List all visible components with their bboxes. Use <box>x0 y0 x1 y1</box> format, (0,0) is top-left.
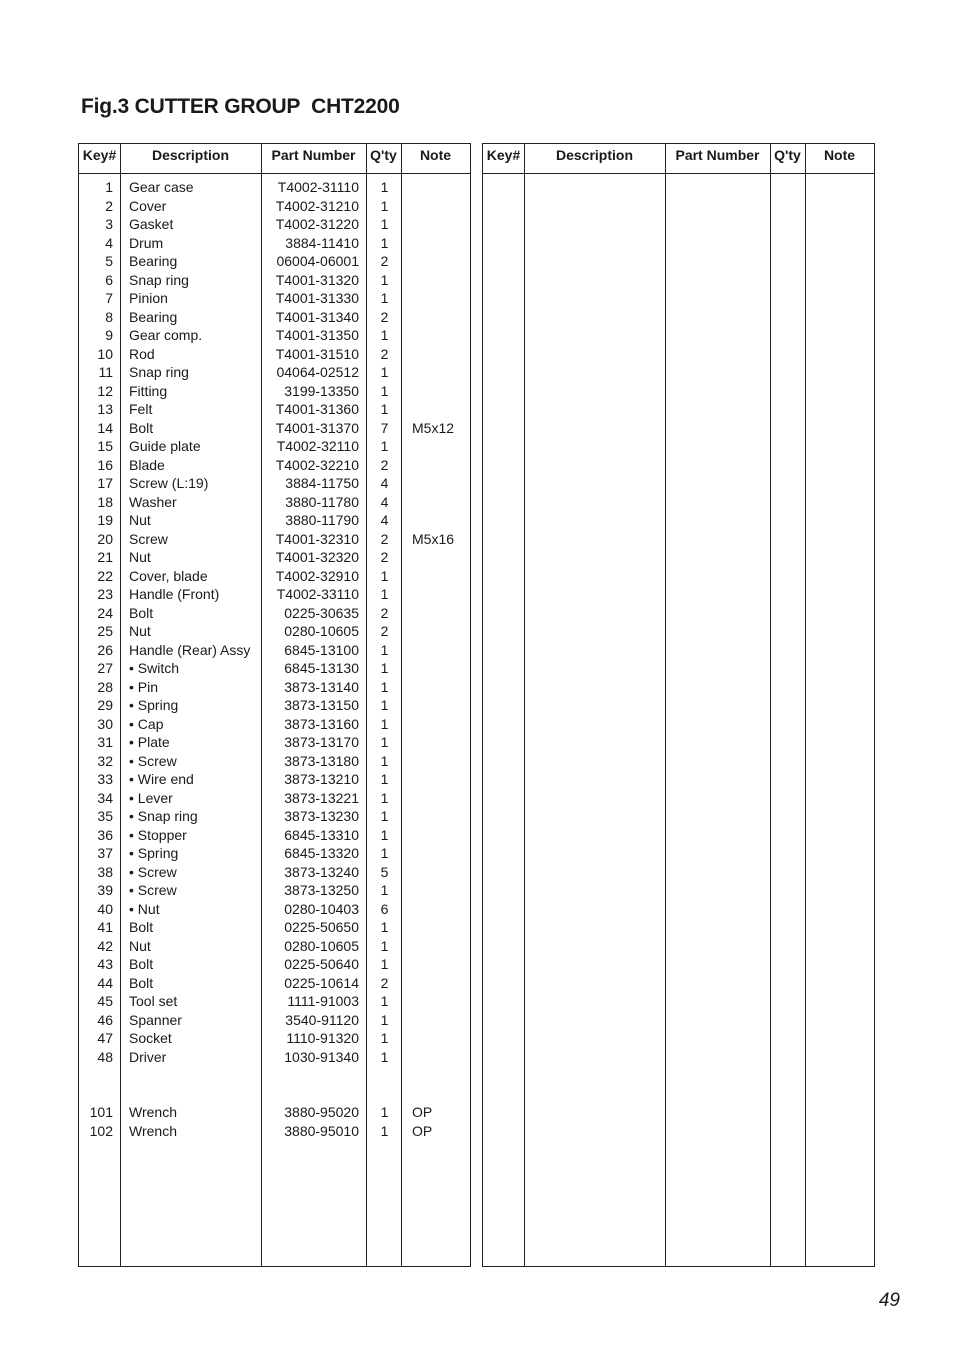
qty-cell: 1 <box>380 1048 389 1065</box>
header-divider <box>483 173 874 174</box>
part-number-cell: 3880-95020 <box>284 1104 359 1120</box>
description-cell: • Screw <box>129 882 177 898</box>
key-cell: 38 <box>97 863 113 880</box>
part-number-cell: 3199-13350 <box>284 382 359 399</box>
key-cell: 26 <box>97 641 113 658</box>
table-row <box>79 844 470 863</box>
description-cell: Bearing <box>129 308 178 325</box>
key-cell: 16 <box>97 456 113 473</box>
qty-cell: 2 <box>380 974 389 991</box>
part-number-cell: 3880-95010 <box>284 1122 359 1139</box>
table-row <box>79 548 470 567</box>
key-cell: 1 <box>105 179 113 195</box>
description-cell: Nut <box>129 937 151 954</box>
qty-cell: 1 <box>380 715 389 732</box>
header-note: Note <box>419 147 452 163</box>
key-cell: 6 <box>105 271 113 288</box>
part-number-cell: 6845-13310 <box>284 826 359 843</box>
description-cell: • Lever <box>129 789 173 806</box>
part-number-cell: 0280-10605 <box>284 623 359 639</box>
part-number-cell: 1030-91340 <box>284 1048 359 1065</box>
part-number-cell: T4002-31110 <box>277 179 359 195</box>
description-cell: • Screw <box>129 863 177 880</box>
qty-cell: 2 <box>380 308 389 325</box>
part-number-cell: 3884-11750 <box>285 475 359 491</box>
key-cell: 4 <box>105 234 113 251</box>
qty-cell: 4 <box>380 475 389 491</box>
description-cell: Tool set <box>129 993 178 1009</box>
description-cell: Screw (L:19) <box>129 475 209 491</box>
table-row <box>79 900 470 919</box>
part-number-cell: 0280-10605 <box>284 937 359 954</box>
key-cell: 2 <box>105 197 113 214</box>
description-cell: Bolt <box>129 956 154 972</box>
part-number-cell: T4001-31340 <box>275 308 359 325</box>
table-row <box>79 178 470 197</box>
header-description: Description <box>555 147 633 163</box>
qty-cell: 1 <box>380 826 389 843</box>
key-cell: 45 <box>97 993 113 1009</box>
header-note: Note <box>823 147 856 163</box>
key-cell: 18 <box>97 493 113 510</box>
description-cell: • Pin <box>129 678 159 695</box>
page-number: 49 <box>878 1290 900 1311</box>
qty-cell: 1 <box>380 789 389 806</box>
key-cell: 9 <box>105 327 113 343</box>
table-row <box>79 604 470 623</box>
description-cell: Nut <box>129 549 151 565</box>
description-cell: Snap ring <box>129 271 189 288</box>
qty-cell: 2 <box>380 456 389 473</box>
table-row <box>79 622 470 641</box>
description-cell: Drum <box>129 234 164 251</box>
description-cell: • Spring <box>129 845 179 861</box>
qty-cell: 1 <box>380 956 389 972</box>
qty-cell: 1 <box>380 808 389 824</box>
part-number-cell: 1110-91320 <box>286 1030 359 1046</box>
qty-cell: 7 <box>380 419 389 436</box>
key-cell: 34 <box>97 789 113 806</box>
qty-cell: 1 <box>380 179 389 195</box>
table-row <box>79 826 470 845</box>
table-row <box>79 1011 470 1030</box>
table-row <box>79 696 470 715</box>
qty-cell: 6 <box>380 900 389 917</box>
part-number-cell: T4002-32910 <box>275 567 359 584</box>
part-number-cell: 0225-50650 <box>284 919 359 935</box>
part-number-cell: 3873-13160 <box>284 715 359 732</box>
qty-cell: 2 <box>380 549 389 565</box>
part-number-cell: 3873-13150 <box>284 697 359 713</box>
key-cell: 11 <box>98 364 113 380</box>
table-row <box>79 474 470 493</box>
note-cell: OP <box>412 1122 433 1139</box>
key-cell: 29 <box>97 697 113 713</box>
column-divider <box>805 144 806 1266</box>
part-number-cell: T4001-31330 <box>275 290 359 306</box>
part-number-cell: 3880-11780 <box>285 493 359 510</box>
part-number-cell: 0225-50640 <box>284 956 359 972</box>
description-cell: Handle (Rear) Assy <box>129 641 251 658</box>
description-cell: Felt <box>129 401 153 417</box>
page-title: Fig.3 CUTTER GROUP CHT2200 <box>81 95 400 118</box>
qty-cell: 5 <box>380 863 389 880</box>
key-cell: 22 <box>97 567 113 584</box>
table-row <box>79 641 470 660</box>
table-row <box>79 733 470 752</box>
key-cell: 28 <box>97 678 113 695</box>
description-cell: Gear case <box>129 179 194 195</box>
key-cell: 20 <box>97 530 113 547</box>
description-cell: Washer <box>129 493 177 510</box>
qty-cell: 1 <box>380 271 389 288</box>
key-cell: 7 <box>105 290 113 306</box>
table-row <box>79 881 470 900</box>
parts-table-left <box>78 143 471 1267</box>
key-cell: 40 <box>97 900 113 917</box>
key-cell: 35 <box>97 808 113 824</box>
qty-cell: 2 <box>380 623 389 639</box>
description-cell: • Screw <box>129 752 177 769</box>
part-number-cell: 1111-91003 <box>287 993 359 1009</box>
header-qty: Q'ty <box>774 147 801 163</box>
table-row <box>79 345 470 364</box>
part-number-cell: 6845-13130 <box>284 660 359 676</box>
key-cell: 47 <box>97 1030 113 1046</box>
qty-cell: 1 <box>380 327 389 343</box>
key-cell: 13 <box>97 401 113 417</box>
description-cell: Handle (Front) <box>129 586 220 602</box>
description-cell: Cover <box>129 197 167 214</box>
table-row <box>79 1048 470 1067</box>
qty-cell: 1 <box>380 697 389 713</box>
table-row <box>79 234 470 253</box>
key-cell: 31 <box>97 734 113 750</box>
key-cell: 21 <box>97 549 113 565</box>
qty-cell: 1 <box>380 1030 389 1046</box>
table-row <box>79 918 470 937</box>
table-row <box>79 567 470 586</box>
header-key: Key# <box>486 147 521 163</box>
part-number-cell: T4002-31220 <box>275 216 359 232</box>
part-number-cell: T4001-31350 <box>275 327 359 343</box>
part-number-cell: T4001-31510 <box>275 345 359 362</box>
table-row <box>79 585 470 604</box>
table-row <box>79 456 470 475</box>
qty-cell: 1 <box>380 216 389 232</box>
part-number-cell: 0280-10403 <box>284 900 359 917</box>
column-divider <box>770 144 771 1266</box>
header-divider <box>79 173 470 174</box>
description-cell: • Plate <box>129 734 170 750</box>
part-number-cell: 6845-13100 <box>284 641 359 658</box>
description-cell: Bolt <box>129 919 154 935</box>
column-divider <box>524 144 525 1266</box>
key-cell: 24 <box>97 604 113 621</box>
description-cell: Snap ring <box>129 364 189 380</box>
table-row <box>79 382 470 401</box>
part-number-cell: T4001-31370 <box>275 419 359 436</box>
description-cell: Bearing <box>129 253 178 269</box>
description-cell: Bolt <box>129 974 154 991</box>
note-cell: M5x16 <box>412 530 455 547</box>
header-key: Key# <box>82 147 117 163</box>
qty-cell: 1 <box>380 586 389 602</box>
table-row <box>79 326 470 345</box>
table-row <box>79 992 470 1011</box>
part-number-cell: 3873-13250 <box>284 882 359 898</box>
part-number-cell: T4002-32210 <box>275 456 359 473</box>
key-cell: 33 <box>97 771 113 787</box>
part-number-cell: 3880-11790 <box>285 512 359 528</box>
qty-cell: 1 <box>380 937 389 954</box>
part-number-cell: T4002-32110 <box>276 438 359 454</box>
qty-cell: 1 <box>380 734 389 750</box>
table-row <box>79 363 470 382</box>
qty-cell: 2 <box>380 604 389 621</box>
table-row <box>79 955 470 974</box>
qty-cell: 1 <box>380 1104 389 1120</box>
qty-cell: 1 <box>380 290 389 306</box>
part-number-cell: T4001-32310 <box>275 530 359 547</box>
table-row <box>79 678 470 697</box>
qty-cell: 1 <box>380 993 389 1009</box>
table-row <box>79 437 470 456</box>
table-row <box>79 308 470 327</box>
table-row <box>79 1029 470 1048</box>
key-cell: 3 <box>105 216 113 232</box>
part-number-cell: T4001-31320 <box>275 271 359 288</box>
table-row <box>79 252 470 271</box>
key-cell: 32 <box>97 752 113 769</box>
qty-cell: 4 <box>380 512 389 528</box>
part-number-cell: T4002-31210 <box>275 197 359 214</box>
qty-cell: 1 <box>380 641 389 658</box>
description-cell: Pinion <box>129 290 168 306</box>
description-cell: • Snap ring <box>129 808 198 824</box>
qty-cell: 1 <box>380 234 389 251</box>
description-cell: Blade <box>129 456 165 473</box>
header-part-number: Part Number <box>675 147 760 163</box>
qty-cell: 1 <box>380 919 389 935</box>
table-row <box>79 511 470 530</box>
part-number-cell: T4001-32320 <box>275 549 359 565</box>
qty-cell: 1 <box>380 752 389 769</box>
key-cell: 42 <box>97 937 113 954</box>
part-number-cell: T4002-33110 <box>276 586 359 602</box>
key-cell: 46 <box>97 1011 113 1028</box>
table-row <box>79 530 470 549</box>
key-cell: 19 <box>97 512 113 528</box>
table-row <box>79 271 470 290</box>
table-row <box>79 419 470 438</box>
qty-cell: 1 <box>380 1011 389 1028</box>
part-number-cell: 3884-11410 <box>285 234 359 251</box>
table-row <box>79 197 470 216</box>
part-number-cell: T4001-31360 <box>275 401 359 417</box>
qty-cell: 1 <box>380 678 389 695</box>
description-cell: Bolt <box>129 604 154 621</box>
description-cell: • Spring <box>129 697 179 713</box>
description-cell: Gear comp. <box>129 327 203 343</box>
part-number-cell: 06004-06001 <box>276 253 359 269</box>
qty-cell: 1 <box>380 364 389 380</box>
key-cell: 102 <box>89 1122 113 1139</box>
description-cell: Wrench <box>129 1104 177 1120</box>
key-cell: 36 <box>97 826 113 843</box>
description-cell: Bolt <box>129 419 154 436</box>
header-part-number: Part Number <box>271 147 356 163</box>
key-cell: 30 <box>97 715 113 732</box>
key-cell: 27 <box>97 660 113 676</box>
key-cell: 39 <box>97 882 113 898</box>
key-cell: 37 <box>97 845 113 861</box>
table-row <box>79 289 470 308</box>
part-number-cell: 3873-13140 <box>284 678 359 695</box>
qty-cell: 1 <box>380 660 389 676</box>
part-number-cell: 3873-13221 <box>284 789 359 806</box>
key-cell: 10 <box>97 345 113 362</box>
key-cell: 101 <box>89 1104 113 1120</box>
table-row <box>79 789 470 808</box>
part-number-cell: 3873-13170 <box>284 734 359 750</box>
description-cell: • Cap <box>129 715 164 732</box>
note-cell: M5x12 <box>412 419 455 436</box>
part-number-cell: 3873-13210 <box>284 771 359 787</box>
description-cell: Cover, blade <box>129 567 208 584</box>
description-cell: Driver <box>129 1048 167 1065</box>
description-cell: Screw <box>129 530 168 547</box>
description-cell: Fitting <box>129 382 168 399</box>
qty-cell: 1 <box>380 567 389 584</box>
part-number-cell: 3873-13240 <box>284 863 359 880</box>
key-cell: 23 <box>97 586 113 602</box>
description-cell: Gasket <box>129 216 174 232</box>
header-description: Description <box>151 147 229 163</box>
part-number-cell: 3873-13230 <box>284 808 359 824</box>
part-number-cell: 3540-91120 <box>285 1011 359 1028</box>
table-row <box>79 215 470 234</box>
qty-cell: 1 <box>380 401 389 417</box>
description-cell: • Wire end <box>129 771 194 787</box>
key-cell: 41 <box>97 919 113 935</box>
parts-table-right <box>482 143 875 1267</box>
header-qty: Q'ty <box>370 147 397 163</box>
part-number-cell: 3873-13180 <box>284 752 359 769</box>
description-cell: Wrench <box>129 1122 177 1139</box>
description-cell: Guide plate <box>129 438 201 454</box>
qty-cell: 1 <box>380 845 389 861</box>
key-cell: 12 <box>97 382 113 399</box>
qty-cell: 4 <box>380 493 389 510</box>
key-cell: 48 <box>97 1048 113 1065</box>
part-number-cell: 0225-30635 <box>284 604 359 621</box>
table-row <box>79 863 470 882</box>
qty-cell: 1 <box>380 1122 389 1139</box>
part-number-cell: 6845-13320 <box>284 845 359 861</box>
table-row <box>79 493 470 512</box>
table-row <box>79 974 470 993</box>
qty-cell: 1 <box>380 882 389 898</box>
description-cell: Rod <box>129 345 155 362</box>
table-row <box>79 770 470 789</box>
table-row <box>79 715 470 734</box>
qty-cell: 1 <box>380 771 389 787</box>
table-row <box>79 1103 470 1122</box>
part-number-cell: 0225-10614 <box>284 974 359 991</box>
description-cell: • Nut <box>129 900 160 917</box>
note-cell: OP <box>412 1104 433 1120</box>
description-cell: • Switch <box>129 660 180 676</box>
qty-cell: 2 <box>380 253 389 269</box>
table-row <box>79 752 470 771</box>
description-cell: Nut <box>129 623 151 639</box>
key-cell: 25 <box>97 623 113 639</box>
column-divider <box>665 144 666 1266</box>
table-row <box>79 937 470 956</box>
qty-cell: 1 <box>380 382 389 399</box>
key-cell: 17 <box>97 475 113 491</box>
qty-cell: 1 <box>380 438 389 454</box>
qty-cell: 1 <box>380 197 389 214</box>
key-cell: 43 <box>97 956 113 972</box>
key-cell: 5 <box>105 253 113 269</box>
part-number-cell: 04064-02512 <box>276 364 359 380</box>
description-cell: Nut <box>129 512 151 528</box>
qty-cell: 2 <box>380 345 389 362</box>
key-cell: 15 <box>97 438 113 454</box>
description-cell: • Stopper <box>129 826 187 843</box>
table-row <box>79 807 470 826</box>
key-cell: 14 <box>97 419 113 436</box>
table-row <box>79 659 470 678</box>
table-row <box>79 400 470 419</box>
description-cell: Socket <box>129 1030 172 1046</box>
qty-cell: 2 <box>380 530 389 547</box>
table-row <box>79 1122 470 1141</box>
key-cell: 44 <box>97 974 113 991</box>
description-cell: Spanner <box>129 1011 182 1028</box>
key-cell: 8 <box>105 308 113 325</box>
